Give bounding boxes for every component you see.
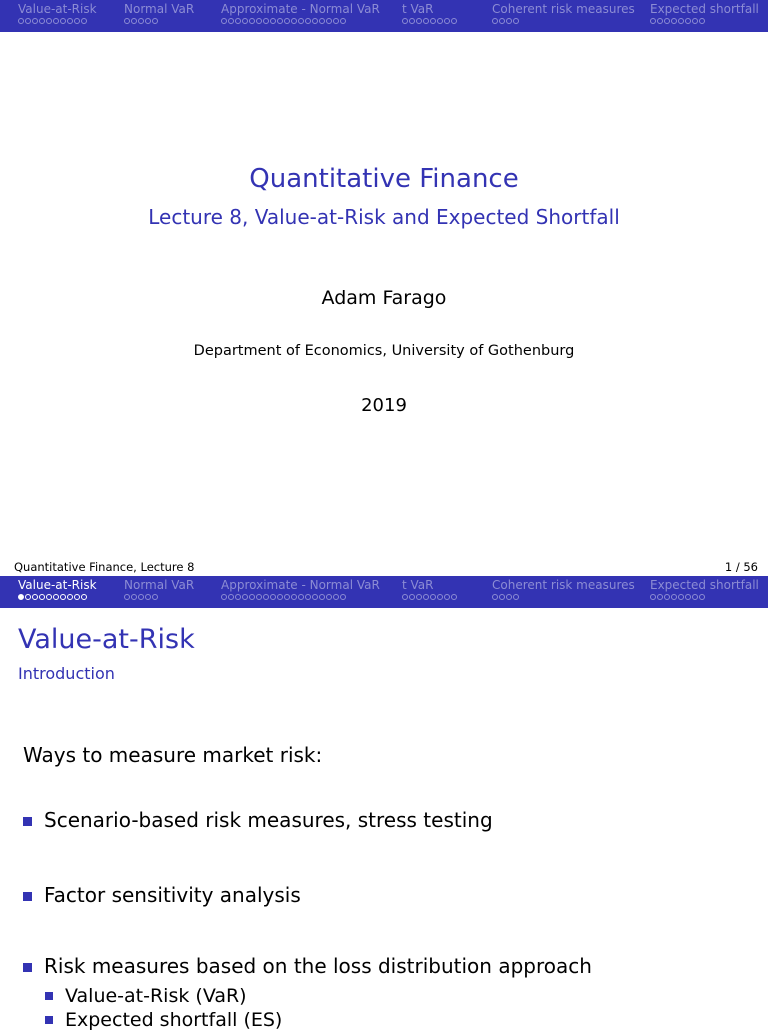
- nav-dot-icon[interactable]: [145, 18, 151, 24]
- nav-section-label[interactable]: Approximate - Normal VaR: [221, 578, 380, 592]
- nav-dots: [221, 18, 347, 27]
- nav-dot-icon[interactable]: [25, 594, 31, 600]
- nav-dot-icon[interactable]: [685, 18, 691, 24]
- bullet-text: Risk measures based on the loss distribution approach: [44, 954, 592, 978]
- nav-section-label[interactable]: Coherent risk measures: [492, 2, 635, 16]
- nav-dot-icon[interactable]: [18, 18, 24, 24]
- nav-dot-icon[interactable]: [221, 594, 227, 600]
- bullet-square-icon: [45, 992, 53, 1000]
- nav-dot-icon[interactable]: [333, 594, 339, 600]
- nav-dot-icon[interactable]: [242, 18, 248, 24]
- nav-dot-icon[interactable]: [249, 594, 255, 600]
- nav-dot-icon[interactable]: [131, 18, 137, 24]
- bullet-item: [23, 954, 592, 978]
- nav-dot-icon[interactable]: [699, 594, 705, 600]
- bullet-item: [23, 883, 301, 907]
- nav-dot-icon[interactable]: [138, 18, 144, 24]
- nav-dot-icon[interactable]: [67, 18, 73, 24]
- nav-dot-icon[interactable]: [312, 594, 318, 600]
- nav-dots: [650, 18, 706, 27]
- nav-dot-icon[interactable]: [124, 18, 130, 24]
- nav-dot-icon[interactable]: [319, 594, 325, 600]
- nav-dot-icon[interactable]: [305, 18, 311, 24]
- nav-dot-icon[interactable]: [430, 18, 436, 24]
- nav-dot-icon[interactable]: [326, 594, 332, 600]
- nav-dot-icon[interactable]: [340, 594, 346, 600]
- bullet-square-icon: [45, 1016, 53, 1024]
- sub-bullet-text: Value-at-Risk (VaR): [65, 985, 247, 1007]
- nav-dot-icon[interactable]: [416, 594, 422, 600]
- nav-dot-icon[interactable]: [402, 594, 408, 600]
- nav-dot-icon[interactable]: [513, 594, 519, 600]
- nav-dot-icon[interactable]: [657, 594, 663, 600]
- nav-dot-icon[interactable]: [39, 18, 45, 24]
- nav-dot-icon[interactable]: [263, 18, 269, 24]
- nav-dot-icon[interactable]: [671, 18, 677, 24]
- page-number: 1 / 56: [724, 560, 758, 574]
- nav-dot-icon[interactable]: [256, 18, 262, 24]
- nav-dot-icon[interactable]: [263, 594, 269, 600]
- nav-dot-icon[interactable]: [319, 18, 325, 24]
- nav-dot-icon[interactable]: [25, 18, 31, 24]
- nav-dot-icon[interactable]: [312, 18, 318, 24]
- nav-dot-icon[interactable]: [650, 18, 656, 24]
- nav-dot-icon[interactable]: [423, 594, 429, 600]
- nav-dot-icon[interactable]: [333, 18, 339, 24]
- nav-dots: [402, 18, 458, 27]
- nav-dots: [492, 594, 520, 603]
- nav-dot-icon[interactable]: [678, 18, 684, 24]
- nav-dot-icon[interactable]: [81, 594, 87, 600]
- nav-dot-icon[interactable]: [451, 18, 457, 24]
- nav-dot-icon[interactable]: [444, 594, 450, 600]
- nav-dot-icon[interactable]: [60, 18, 66, 24]
- nav-dot-icon[interactable]: [492, 594, 498, 600]
- author-name: Adam Farago: [321, 287, 447, 309]
- nav-dot-icon[interactable]: [74, 594, 80, 600]
- bullet-square-icon: [23, 892, 32, 901]
- nav-dots: [18, 18, 88, 27]
- nav-dot-icon[interactable]: [664, 594, 670, 600]
- nav-dot-icon[interactable]: [423, 18, 429, 24]
- presentation-title: Quantitative Finance: [249, 164, 519, 194]
- nav-dot-icon[interactable]: [235, 594, 241, 600]
- nav-dot-icon[interactable]: [235, 18, 241, 24]
- nav-dot-icon[interactable]: [152, 594, 158, 600]
- nav-dots: [18, 594, 88, 603]
- nav-dot-icon[interactable]: [284, 18, 290, 24]
- nav-dot-icon[interactable]: [650, 594, 656, 600]
- nav-dot-icon[interactable]: [53, 594, 59, 600]
- bullet-item: [23, 808, 493, 832]
- nav-dots: [221, 594, 347, 603]
- bullet-square-icon: [23, 963, 32, 972]
- nav-section-label[interactable]: Normal VaR: [124, 2, 195, 16]
- nav-dot-icon[interactable]: [657, 18, 663, 24]
- nav-dot-icon[interactable]: [228, 18, 234, 24]
- presentation-subtitle: Lecture 8, Value-at-Risk and Expected Shortfall: [148, 205, 620, 229]
- navbar-slide1: [0, 0, 768, 32]
- nav-dot-icon[interactable]: [32, 18, 38, 24]
- nav-dot-icon[interactable]: [81, 18, 87, 24]
- nav-dot-icon[interactable]: [678, 594, 684, 600]
- nav-dot-icon[interactable]: [60, 594, 66, 600]
- nav-dot-icon[interactable]: [437, 594, 443, 600]
- navbar-slide2: [0, 576, 768, 608]
- nav-dot-icon[interactable]: [499, 18, 505, 24]
- nav-dot-icon[interactable]: [437, 18, 443, 24]
- nav-dot-icon[interactable]: [67, 594, 73, 600]
- sub-bullet-item: [45, 985, 247, 1007]
- nav-dot-icon[interactable]: [53, 18, 59, 24]
- nav-section-label[interactable]: Value-at-Risk: [18, 578, 97, 592]
- nav-dot-icon[interactable]: [277, 18, 283, 24]
- nav-dots: [650, 594, 706, 603]
- nav-dot-icon[interactable]: [506, 18, 512, 24]
- nav-dots: [124, 594, 159, 603]
- nav-dot-icon[interactable]: [270, 594, 276, 600]
- nav-dot-icon[interactable]: [430, 594, 436, 600]
- nav-dot-icon[interactable]: [513, 18, 519, 24]
- nav-section-label[interactable]: Coherent risk measures: [492, 578, 635, 592]
- nav-dot-icon[interactable]: [39, 594, 45, 600]
- nav-dot-icon[interactable]: [699, 18, 705, 24]
- nav-dot-icon[interactable]: [249, 18, 255, 24]
- sub-bullet-text: Expected shortfall (ES): [65, 1009, 283, 1031]
- nav-dot-icon[interactable]: [221, 18, 227, 24]
- presentation-date: 2019: [361, 395, 407, 416]
- nav-dot-icon[interactable]: [409, 594, 415, 600]
- nav-dot-icon[interactable]: [46, 18, 52, 24]
- nav-dot-icon[interactable]: [46, 594, 52, 600]
- institute-name: Department of Economics, University of Gothenburg: [193, 343, 575, 359]
- nav-dots: [124, 18, 159, 27]
- nav-dot-icon[interactable]: [305, 594, 311, 600]
- nav-dot-icon[interactable]: [451, 594, 457, 600]
- nav-dot-icon[interactable]: [402, 18, 408, 24]
- nav-section-label[interactable]: Approximate - Normal VaR: [221, 2, 380, 16]
- nav-dot-icon[interactable]: [291, 18, 297, 24]
- nav-dot-icon[interactable]: [32, 594, 38, 600]
- nav-dot-icon[interactable]: [145, 594, 151, 600]
- nav-dot-icon[interactable]: [228, 594, 234, 600]
- nav-dot-icon[interactable]: [124, 594, 130, 600]
- nav-dots: [492, 18, 520, 27]
- nav-dot-icon[interactable]: [138, 594, 144, 600]
- nav-section-label[interactable]: Expected shortfall: [650, 2, 759, 16]
- footer-title: Quantitative Finance, Lecture 8: [14, 560, 195, 574]
- nav-dot-icon[interactable]: [291, 594, 297, 600]
- nav-dot-icon[interactable]: [499, 594, 505, 600]
- nav-dot-icon[interactable]: [409, 18, 415, 24]
- nav-dots: [402, 594, 458, 603]
- nav-dot-icon[interactable]: [671, 594, 677, 600]
- nav-section-label[interactable]: t VaR: [402, 2, 434, 16]
- nav-dot-icon[interactable]: [131, 594, 137, 600]
- nav-dot-icon[interactable]: [692, 594, 698, 600]
- bullet-text: Factor sensitivity analysis: [44, 883, 301, 907]
- nav-section-label[interactable]: Expected shortfall: [650, 578, 759, 592]
- nav-dot-icon[interactable]: [664, 18, 670, 24]
- intro-text: Ways to measure market risk:: [23, 743, 323, 767]
- nav-dot-icon[interactable]: [242, 594, 248, 600]
- nav-dot-icon[interactable]: [692, 18, 698, 24]
- nav-dot-icon[interactable]: [340, 18, 346, 24]
- nav-dot-icon[interactable]: [444, 18, 450, 24]
- nav-dot-icon[interactable]: [492, 18, 498, 24]
- bullet-text: Scenario-based risk measures, stress testing: [44, 808, 493, 832]
- nav-dot-icon[interactable]: [326, 18, 332, 24]
- nav-section-label[interactable]: t VaR: [402, 578, 434, 592]
- nav-dot-icon[interactable]: [74, 18, 80, 24]
- nav-dot-icon[interactable]: [298, 594, 304, 600]
- nav-dot-icon[interactable]: [270, 18, 276, 24]
- nav-dot-icon[interactable]: [298, 18, 304, 24]
- nav-dot-icon[interactable]: [416, 18, 422, 24]
- nav-dot-icon[interactable]: [18, 594, 24, 600]
- nav-dot-icon[interactable]: [685, 594, 691, 600]
- nav-dot-icon[interactable]: [506, 594, 512, 600]
- nav-section-label[interactable]: Normal VaR: [124, 578, 195, 592]
- nav-dot-icon[interactable]: [256, 594, 262, 600]
- nav-dot-icon[interactable]: [284, 594, 290, 600]
- nav-dot-icon[interactable]: [277, 594, 283, 600]
- frame-title: Value-at-Risk: [18, 624, 195, 655]
- bullet-square-icon: [23, 817, 32, 826]
- nav-section-label[interactable]: Value-at-Risk: [18, 2, 97, 16]
- nav-dot-icon[interactable]: [152, 18, 158, 24]
- frame-subtitle: Introduction: [18, 664, 115, 683]
- sub-bullet-item: [45, 1009, 282, 1031]
